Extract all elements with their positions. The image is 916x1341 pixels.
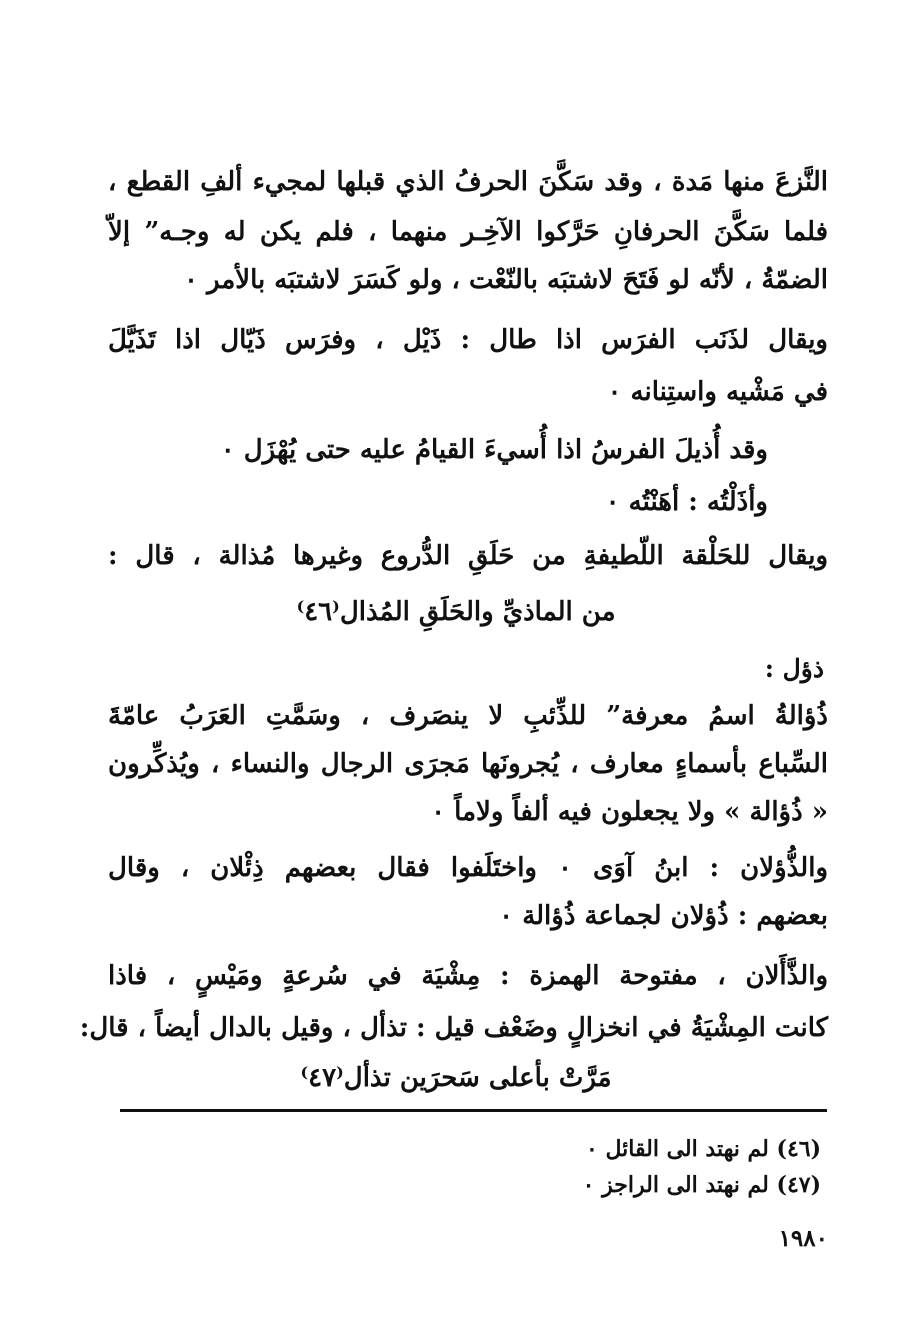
footnote: (٤٦) لم نهتد الى القائل ٠: [586, 1136, 821, 1162]
verse-line: من الماذيِّ والحَلَقِ المُذال⁽٤٦⁾: [296, 597, 616, 627]
text-line: وقد أُذيلَ الفرسُ اذا أُسيءَ القيامُ عليه حتى يُهْزَل ٠: [220, 435, 768, 465]
text-line: السِّباع بأسماءٍ معارف ، يُجرونَها مَجرَى الرجال والنساء ، ويُذكِّرون: [108, 749, 828, 779]
text-line: فلما سَكَّنَ الحرفانِ حَرَّكوا الآخِـر منهما ، فلم يكن له وجـه” إلاّ: [108, 217, 828, 247]
text-line: بعضهم : ذُؤلان لجماعة ذُؤالة ٠: [499, 901, 828, 931]
text-line: ذُؤالةُ اسمُ معرفة” للذِّئبِ لا ينصَرف ، وسَمَّتِ العَرَبُ عامّةَ: [108, 701, 828, 731]
text-line: في مَشْيه واستِنانه ٠: [607, 377, 828, 407]
entry-heading: ذؤل :: [764, 654, 824, 683]
footnote-divider: [120, 1109, 827, 1112]
text-line: وأذَلْتُه : أهَنْتُه ٠: [605, 487, 768, 517]
text-line: النَّزعَ منها مَدة ، وقد سَكَّنَ الحرفُ الذي قبلها لمجيء ألفِ القطع ،: [108, 167, 828, 197]
text-line: والذَّأَلان ، مفتوحة الهمزة : مِشْيَة في سُرعةٍ ومَيْسٍ ، فاذا: [108, 961, 828, 991]
text-line: « ذُؤالة » ولا يجعلون فيه ألفاً ولاماً ٠: [431, 797, 828, 827]
text-line: ويقال للحَلْقة اللّطيفةِ من حَلَقِ الدُّروع وغيرها مُذالة ، قال :: [108, 541, 828, 571]
text-line: كانت المِشْيَةُ في انخزالٍ وضَعْف قيل : تذأل ، وقيل بالدال أيضاً ، قال:: [79, 1013, 828, 1043]
footnote: (٤٧) لم نهتد الى الراجز ٠: [582, 1172, 821, 1198]
page-number: ١٩٨٠: [778, 1225, 828, 1252]
verse-line: مَرَّتْ بأعلى سَحرَين تذأل⁽٤٧⁾: [300, 1063, 612, 1093]
text-line: ويقال لذَنَب الفرَس اذا طال : ذَيْل ، وفرَس ذَيّال اذا تَذَيَّلَ: [108, 325, 828, 355]
text-line: والذُّؤلان : ابنُ آوَى ٠ واختَلَفوا فقال بعضهم ذِئْلان ، وقال: [108, 853, 829, 883]
text-line: الضمّةُ ، لأنّه لو فَتَحَ لاشتبَه بالنّعْت ، ولو كَسَرَ لاشتبَه بالأمر ٠: [183, 265, 828, 295]
